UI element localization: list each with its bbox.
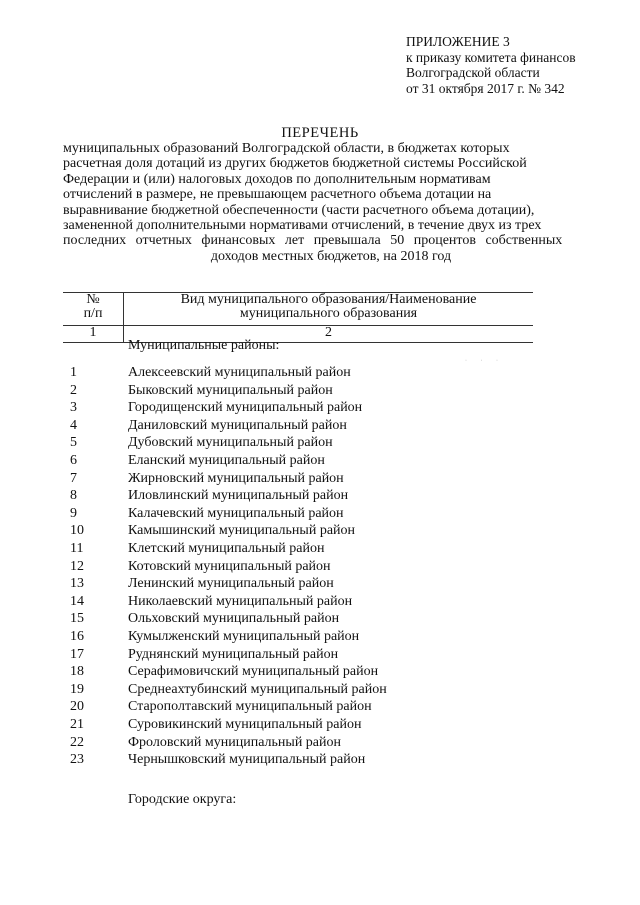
table-row (0, 734, 640, 752)
row-number: 23 (70, 752, 84, 768)
row-district-name: Еланский муниципальный район (128, 453, 325, 468)
table-row (0, 593, 640, 611)
column-name-header (124, 293, 533, 320)
table-row (0, 399, 640, 417)
subtitle-line: отчислений в размере, не превышающем расчетного объема дотации на (63, 187, 492, 203)
row-number: 9 (70, 505, 77, 521)
row-district-name: Быковский муниципальный район (128, 382, 333, 398)
row-district-name: Жирновский муниципальный район (128, 470, 344, 486)
subtitle-line: выравнивание бюджетной обеспеченности (части расчетного объема дотации), (63, 202, 535, 218)
appendix-date-line: от 31 октября 2017 г. № 342 (406, 80, 565, 96)
subtitle-line: замененной дополнительными нормативами отчислений, в течение двух из трех (63, 218, 542, 234)
column-number-abbr: п/п (83, 306, 103, 321)
table-row (0, 417, 640, 435)
row-district-name: Николаевский муниципальный район (128, 593, 353, 609)
table-row (0, 487, 640, 505)
row-district-name: Даниловский муниципальный район (128, 417, 347, 433)
row-district-name: Дубовский муниципальный район (128, 435, 333, 451)
row-district-name: Суровикинский муниципальный район (128, 717, 362, 732)
table-row (0, 382, 640, 400)
table-row (0, 698, 640, 716)
subtitle-line: Федерации и (или) налоговых доходов по дополнительным нормативам (63, 171, 491, 187)
table-row (0, 364, 640, 382)
column-number-header (63, 293, 123, 321)
row-district-name: Ольховский муниципальный район (128, 611, 340, 627)
row-district-name: Ленинский муниципальный район (128, 576, 334, 592)
table-row (0, 470, 640, 488)
row-number: 16 (70, 629, 84, 644)
table-row (0, 751, 640, 769)
section-municipal-districts: Муниципальные районы: (128, 338, 280, 353)
row-number: 12 (70, 558, 84, 574)
row-number: 14 (70, 593, 84, 609)
table-row (0, 716, 640, 734)
row-number: 15 (70, 611, 84, 627)
row-district-name: Городищенский муниципальный район (128, 400, 363, 416)
row-number: 7 (70, 470, 77, 486)
subtitle-line: расчетная доля дотаций из других бюджетов бюджетной системы Российской (63, 156, 527, 172)
table-row (0, 505, 640, 523)
appendix-header (406, 34, 576, 96)
table-header (63, 292, 533, 343)
appendix-order-line: к приказу комитета финансов (406, 49, 576, 65)
row-number: 10 (70, 523, 84, 539)
row-number: 11 (70, 541, 84, 556)
subtitle-line: доходов местных бюджетов, на 2018 год (210, 248, 452, 264)
row-number: 20 (70, 699, 84, 715)
row-number: 17 (70, 646, 84, 662)
row-number: 5 (70, 435, 77, 451)
row-number: 21 (70, 717, 84, 732)
subtitle-line: последних отчетных финансовых лет превышала 50 процентов собственных (63, 233, 563, 249)
row-district-name: Среднеахтубинский муниципальный район (128, 681, 387, 697)
table-row (0, 540, 640, 558)
row-number: 19 (70, 681, 84, 697)
column-index-2: 2 (325, 325, 332, 340)
table-row (0, 452, 640, 470)
subtitle-line: муниципальных образований Волгоградской области, в бюджетах которых (63, 141, 510, 156)
document-title: ПЕРЕЧЕНЬ (281, 125, 359, 141)
column-index-1: 1 (89, 325, 97, 340)
appendix-title: ПРИЛОЖЕНИЕ 3 (406, 34, 510, 49)
appendix-region-line: Волгоградской области (406, 65, 540, 80)
row-district-name: Камышинский муниципальный район (128, 523, 356, 539)
row-district-name: Фроловский муниципальный район (128, 734, 342, 750)
column-number-sign: № (86, 292, 100, 307)
row-district-name: Старополтавский муниципальный район (128, 699, 372, 715)
table-row (0, 628, 640, 646)
row-number: 13 (70, 576, 84, 592)
row-number: 8 (70, 488, 77, 504)
table-row (0, 610, 640, 628)
row-district-name: Клетский муниципальный район (128, 541, 325, 556)
row-district-name: Котовский муниципальный район (128, 558, 331, 574)
table-row (0, 558, 640, 576)
table-row (0, 646, 640, 664)
table-row (0, 575, 640, 593)
table-row (0, 681, 640, 699)
row-number: 2 (70, 382, 77, 398)
row-district-name: Иловлинский муниципальный район (128, 488, 349, 504)
column-name-line1: Вид муниципального образования/Наименование (180, 292, 477, 307)
column-name-line2: муниципального образования (239, 305, 418, 321)
row-district-name: Чернышковский муниципальный район (128, 752, 366, 768)
table-row (0, 434, 640, 452)
row-district-name: Серафимовичский муниципальный район (128, 664, 379, 680)
row-number: 6 (70, 453, 77, 468)
section-city-districts: Городские округа: (128, 792, 237, 807)
table-row (0, 522, 640, 540)
row-number: 3 (70, 400, 77, 416)
row-number: 18 (70, 664, 84, 680)
row-district-name: Кумылженский муниципальный район (128, 629, 360, 644)
table-row (0, 663, 640, 681)
row-number: 22 (70, 734, 84, 750)
row-number: 1 (70, 365, 77, 380)
row-number: 4 (70, 417, 77, 433)
row-district-name: Калачевский муниципальный район (128, 505, 344, 521)
row-district-name: Руднянский муниципальный район (128, 646, 339, 662)
scan-specks: · · · (465, 358, 504, 364)
row-district-name: Алексеевский муниципальный район (128, 365, 351, 380)
document-subtitle (63, 141, 599, 264)
